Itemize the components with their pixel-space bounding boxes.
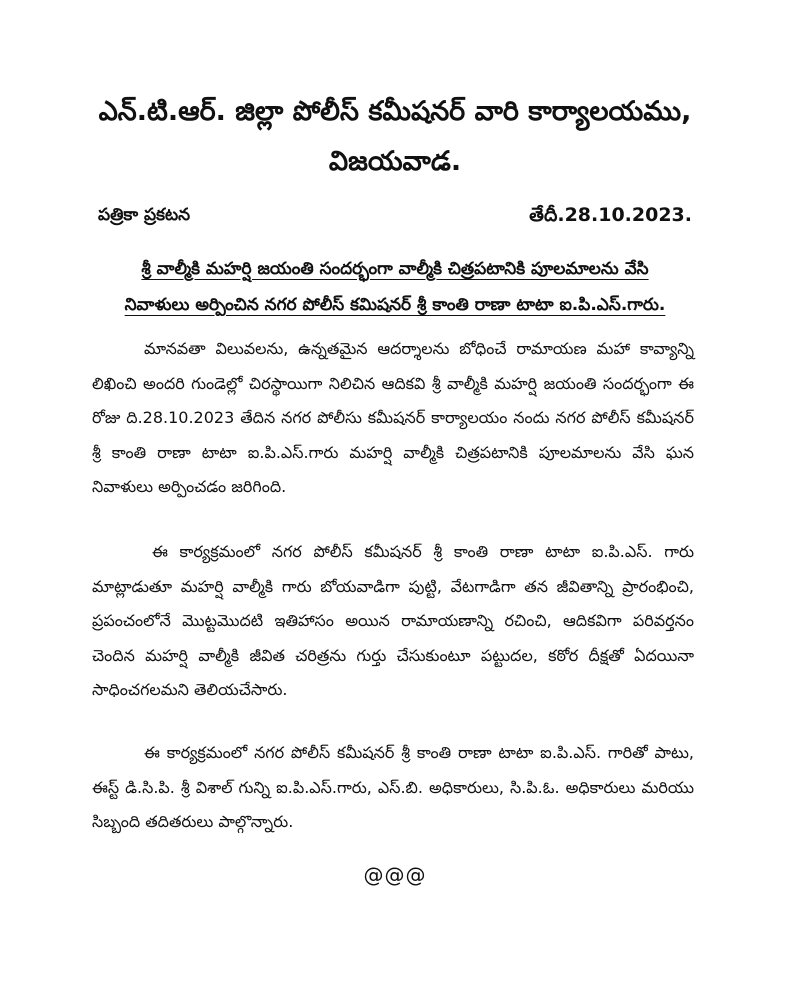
body-paragraph-1: మానవతా విలువలను, ఉన్నతమైన ఆదర్శాలను బోధించే రామాయణ మహా కావ్యాన్ని లిఖించి అందరి గుండెల్లో చిరస్థాయిగా నిలిచిన ఆదికవి శ్రీ వాల్మీకి మహర్షి జయంతి సందర్భంగా ఈ రోజు ది.28.10.2023 తేదిన నగర పోలీసు కమీషనర్ కార్యాలయం నందు నగర పోలీస్ కమీషనర్ శ్రీ కాంతి రాణా టాటా ఐ.పి.ఎస్.గారు మహర్షి వాల్మీకి చిత్రపటానికి పూలమాలను వేసి ఘన నివాళులు అర్పించడం జరిగింది.	[92, 339, 694, 496]
office-title: ఎన్.టి.ఆర్. జిల్లా పోలీస్ కమీషనర్ వారి కార్యాలయము,	[98, 96, 692, 127]
end-mark: @@@	[363, 863, 427, 887]
release-date: తేదీ.28.10.2023.	[529, 204, 692, 226]
press-release-label: పత్రికా ప్రకటన	[98, 205, 191, 225]
subject-line-1: శ్రీ వాల్మీకి మహర్షి జయంతి సందర్భంగా వాల్మీకి చిత్రపటానికి పూలమాలను వేసి	[141, 259, 649, 279]
meta-row	[98, 198, 692, 232]
office-city: విజయవాడ.	[328, 146, 462, 177]
body-paragraph-3: ఈ కార్యక్రమంలో నగర పోలీస్ కమీషనర్ శ్రీ కాంతి రాణా టాటా ఐ.పి.ఎస్. గారితో పాటు, ఈస్ట్ డి.సి.పి. శ్రీ విశాల్ గున్ని ఐ.పి.ఎస్.గారు, ఎస్.బి. అధికారులు, సి.పి.ఓ. అధికారులు మరియు సిబ్బంది తదితరులు పాల్గొన్నారు.	[92, 743, 694, 831]
body-paragraph-2: ఈ కార్యక్రమంలో నగర పోలీస్ కమీషనర్ శ్రీ కాంతి రాణా టాటా ఐ.పి.ఎస్. గారు మాట్లాడుతూ మహర్షి వాల్మీకి గారు బోయవాడిగా పుట్టి, వేటగాడిగా తన జీవితాన్ని ప్రారంభించి, ప్రపంచంలోనే మొట్టమొదటి ఇతిహాసం అయిన రామాయణాన్ని రచించి, ఆదికవిగా పరివర్తనం చెందిన మహర్షి వాల్మీకి జీవిత చరిత్రను గుర్తు చేసుకుంటూ పట్టుదల, కఠోర దీక్షతో ఏదయినా సాధించగలమని తెలియచేసారు.	[92, 542, 694, 699]
subject-line-2: నివాళులు అర్పించిన నగర పోలీస్ కమిషనర్ శ్రీ కాంతి రాణా టాటా ఐ.పి.ఎస్.గారు.	[124, 295, 666, 315]
